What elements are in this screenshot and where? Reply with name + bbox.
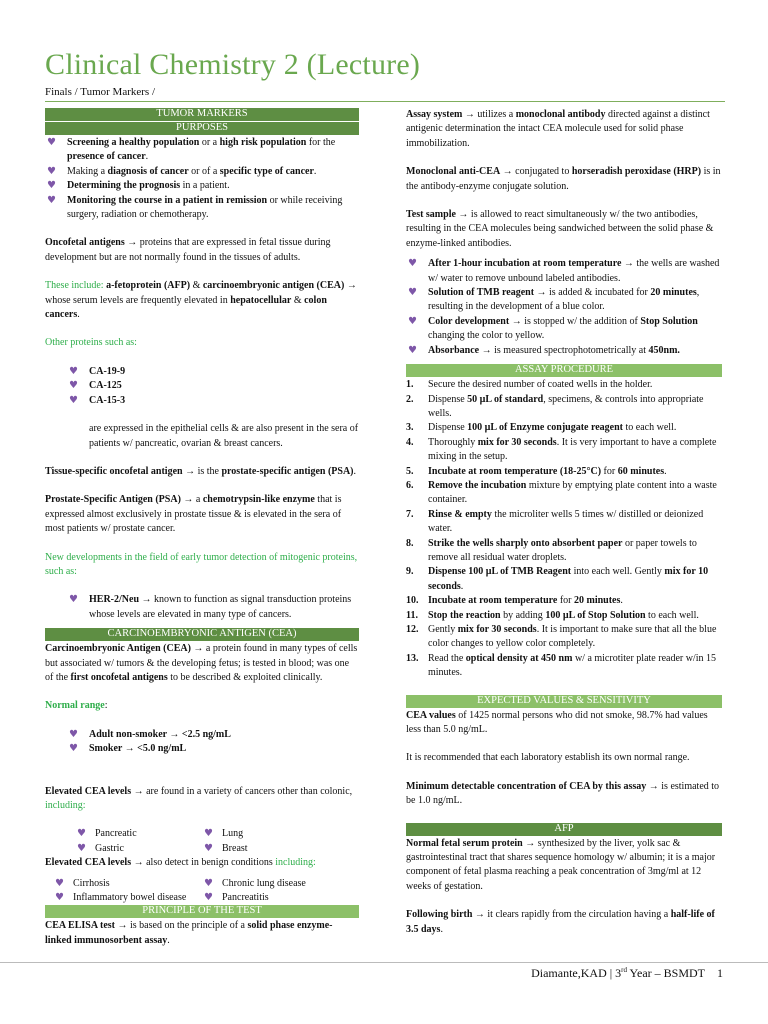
normal-range-list bbox=[45, 728, 359, 757]
list-item: ♥ CA-125 bbox=[69, 380, 122, 392]
min-detectable-paragraph: Minimum detectable concentration of CEA by this assay → is estimated to be 1.0 ng/mL. bbox=[406, 780, 720, 807]
page-title: Clinical Chemistry 2 (Lecture) bbox=[45, 48, 421, 81]
list-item: 2. Dispense 50 µL of standard, specimens, & controls into appropriate wells. bbox=[406, 393, 704, 419]
list-item: 6. Remove the incubation mixture by emptying plate content into a waste container. bbox=[406, 479, 717, 506]
list-item: 7. Rinse & empty the microliter wells 5 times w/ distilled or deionized water. bbox=[406, 508, 704, 535]
ribbon-bullet-icon: ♥ bbox=[408, 315, 417, 327]
ribbon-bullet-icon: ♥ bbox=[47, 165, 56, 177]
new-developments-label: New developments in the field of early tumor detection of mitogenic proteins, such as: bbox=[45, 551, 358, 577]
page-number: 1 bbox=[717, 966, 723, 980]
section-header-expected-values: EXPECTED VALUES & SENSITIVITY bbox=[406, 695, 722, 708]
list-item: 11. Stop the reaction by adding 100 µL of Stop Solution to each well. bbox=[406, 609, 699, 621]
oncofetal-paragraph: Oncofetal antigens → proteins that are expressed in fetal tissue during development but are not normally found in the tissues of adults. bbox=[45, 237, 331, 263]
procedure-list bbox=[406, 378, 722, 681]
list-item: ♥ Absorbance → is measured spectrophotometrically at 450nm. bbox=[408, 344, 680, 356]
footer-divider bbox=[0, 962, 768, 963]
other-proteins-label: Other proteins such as: bbox=[45, 337, 137, 349]
section-header-afp: AFP bbox=[406, 823, 722, 836]
page-footer: Diamante,KAD | 3rd Year – BSMDT 1 bbox=[531, 966, 723, 980]
list-item: 4. Thoroughly mix for 30 seconds. It is very important to have a complete mixing in the setup. bbox=[406, 436, 717, 463]
section-header-principle: PRINCIPLE OF THE TEST bbox=[45, 905, 359, 918]
ribbon-bullet-icon: ♥ bbox=[408, 287, 417, 299]
elevated-cea-paragraph: Elevated CEA levels → are found in a variety of cancers other than colonic, including: bbox=[45, 785, 353, 811]
monoclonal-paragraph: Monoclonal anti-CEA → conjugated to horseradish peroxidase (HRP) is in the antibody-enzyme conjugate solution. bbox=[406, 166, 721, 192]
list-item: ♥ Breast bbox=[204, 842, 248, 854]
section-header-tumor-markers: TUMOR MARKERS bbox=[45, 108, 359, 121]
benign-list bbox=[45, 877, 359, 906]
list-item: ♥ Screening a healthy population or a high risk population for the presence of cancer. bbox=[47, 137, 336, 163]
other-proteins-list bbox=[45, 365, 359, 408]
list-item: ♥ Color development → is stopped w/ the addition of Stop Solution changing the color to yellow. bbox=[408, 315, 698, 342]
ribbon-bullet-icon: ♥ bbox=[55, 892, 64, 904]
ribbon-bullet-icon: ♥ bbox=[77, 828, 86, 840]
include-paragraph: These include: a-fetoprotein (AFP) & carcinoembryonic antigen (CEA) → whose serum levels are frequently elevated in hepatocellular & colon cancers. bbox=[45, 280, 357, 321]
list-item: ♥ Pancreatitis bbox=[204, 892, 269, 904]
list-item: 12. Gently mix for 30 seconds. It is important to make sure that all the blue color changes to yellow color completely. bbox=[406, 624, 717, 650]
list-item: 3. Dispense 100 µL of Enzyme conjugate reagent to each well. bbox=[406, 422, 677, 434]
list-item: ♥ After 1-hour incubation at room temperature → the wells are washed w/ water to remove unbound labeled antibodies. bbox=[408, 258, 720, 284]
ribbon-bullet-icon: ♥ bbox=[77, 842, 86, 854]
list-item: ♥ Chronic lung disease bbox=[204, 877, 306, 889]
purposes-list bbox=[45, 136, 359, 222]
ribbon-bullet-icon: ♥ bbox=[69, 380, 78, 392]
ribbon-bullet-icon: ♥ bbox=[47, 137, 56, 148]
steps-list bbox=[406, 257, 722, 358]
ribbon-bullet-icon: ♥ bbox=[69, 728, 78, 740]
list-item: ♥ Inflammatory bowel disease bbox=[55, 892, 187, 904]
list-item: ♥ Solution of TMB reagent → is added & incubated for 20 minutes, resulting in the development of a blue color. bbox=[408, 287, 700, 313]
ribbon-bullet-icon: ♥ bbox=[69, 365, 78, 377]
psa-paragraph: Prostate-Specific Antigen (PSA) → a chemotrypsin-like enzyme that is expressed almost exclusively in prostate tissue & is elevated in the sera of most patients w/ prostate cancer. bbox=[45, 494, 342, 535]
ribbon-bullet-icon: ♥ bbox=[204, 828, 213, 840]
afp-paragraph: Normal fetal serum protein → synthesized by the liver, yolk sac & gastrointestinal tract that shares sequence homology w/ albumin; it is a major component of fetal plasma reaching a peak concentration of 3mg/ml at 12 weeks of gestation. bbox=[406, 837, 716, 892]
list-item: ♥ Pancreatic bbox=[77, 828, 137, 840]
tissue-paragraph: Tissue-specific oncofetal antigen → is the prostate-specific antigen (PSA). bbox=[45, 465, 357, 477]
list-item: ♥ CA-15-3 bbox=[69, 394, 126, 406]
cea-values-paragraph: CEA values of 1425 normal persons who did not smoke, 98.7% had values less than 5.0 ng/mL. bbox=[406, 709, 708, 736]
ribbon-bullet-icon: ♥ bbox=[69, 743, 78, 755]
section-header-cea: CARCINOEMBRYONIC ANTIGEN (CEA) bbox=[45, 628, 359, 641]
list-item: 1. Secure the desired number of coated wells in the holder. bbox=[406, 379, 653, 391]
section-header-purposes: PURPOSES bbox=[45, 122, 359, 135]
list-item: ♥ HER-2/Neu → known to function as signal transduction proteins whose levels are elevated in many type of cancers. bbox=[69, 594, 352, 620]
ribbon-bullet-icon: ♥ bbox=[204, 892, 213, 904]
ribbon-bullet-icon: ♥ bbox=[69, 594, 78, 606]
ribbon-bullet-icon: ♥ bbox=[408, 344, 417, 356]
list-item: ♥ Monitoring the course in a patient in remission or while receiving surgery, radiation or chemotherapy. bbox=[47, 194, 343, 221]
other-proteins-tail: are expressed in the epithelial cells & are also present in the sera of patients w/ pancreatic, ovarian & breast cancers. bbox=[89, 423, 359, 449]
list-item: 8. Strike the wells sharply onto absorbent paper or paper towels to remove all residual water droplets. bbox=[406, 537, 697, 563]
benign-paragraph: Elevated CEA levels → also detect in benign conditions including: bbox=[45, 857, 316, 869]
ribbon-bullet-icon: ♥ bbox=[204, 842, 213, 854]
ribbon-bullet-icon: ♥ bbox=[69, 394, 78, 406]
elisa-paragraph: CEA ELISA test → is based on the principle of a solid phase enzyme-linked immunosorbent assay. bbox=[45, 920, 333, 946]
cancers-list bbox=[45, 827, 359, 856]
ribbon-bullet-icon: ♥ bbox=[47, 180, 56, 192]
recommendation-paragraph: It is recommended that each laboratory establish its own normal range. bbox=[406, 752, 690, 764]
normal-range-label: Normal range: bbox=[45, 700, 108, 712]
list-item: 10. Incubate at room temperature for 20 minutes. bbox=[406, 595, 623, 607]
ribbon-bullet-icon: ♥ bbox=[408, 258, 417, 270]
header-divider bbox=[45, 101, 725, 102]
test-sample-paragraph: Test sample → is allowed to react simultaneously w/ the two antibodies, resulting in the CEA molecules being sandwiched between the solid phase & enzyme-linked antibodies. bbox=[406, 209, 714, 249]
left-column bbox=[45, 108, 359, 948]
list-item: ♥ CA-19-9 bbox=[69, 365, 126, 377]
her2-list bbox=[45, 593, 359, 622]
list-item: 5. Incubate at room temperature (18-25°C) for 60 minutes. bbox=[406, 465, 667, 477]
list-item: 13. Read the optical density at 450 nm w/ a microtiter plate reader w/in 15 minutes. bbox=[406, 652, 716, 679]
ribbon-bullet-icon: ♥ bbox=[55, 877, 64, 889]
assay-system-paragraph: Assay system → utilizes a monoclonal antibody directed against a distinct antigenic determination the intact CEA molecule used for solid phase immobilization. bbox=[406, 109, 710, 149]
list-item: ♥ Lung bbox=[204, 828, 244, 840]
list-item: ♥ Making a diagnosis of cancer or of a specific type of cancer. bbox=[47, 165, 317, 177]
ribbon-bullet-icon: ♥ bbox=[204, 877, 213, 889]
list-item: ♥ Adult non-smoker → <2.5 ng/mL bbox=[69, 728, 231, 740]
cea-paragraph: Carcinoembryonic Antigen (CEA) → a protein found in many types of cells but associated w/ tumors & the developing fetus; is tested in blood; was one of the first oncofetal antigens to be described & exploited clinically. bbox=[45, 643, 358, 683]
list-item: ♥ Gastric bbox=[77, 842, 124, 854]
section-header-assay-procedure: ASSAY PROCEDURE bbox=[406, 364, 722, 377]
list-item: 9. Dispense 100 µL of TMB Reagent into each well. Gently mix for 10 seconds. bbox=[406, 566, 709, 592]
following-birth-paragraph: Following birth → it clears rapidly from the circulation having a half-life of 3.5 days. bbox=[406, 909, 715, 935]
ribbon-bullet-icon: ♥ bbox=[47, 194, 56, 206]
breadcrumb: Finals / Tumor Markers / bbox=[45, 86, 156, 98]
list-item: ♥ Smoker → <5.0 ng/mL bbox=[69, 743, 187, 755]
list-item: ♥ Cirrhosis bbox=[55, 877, 110, 889]
list-item: ♥ Determining the prognosis in a patient. bbox=[47, 180, 230, 192]
right-column bbox=[406, 108, 722, 937]
